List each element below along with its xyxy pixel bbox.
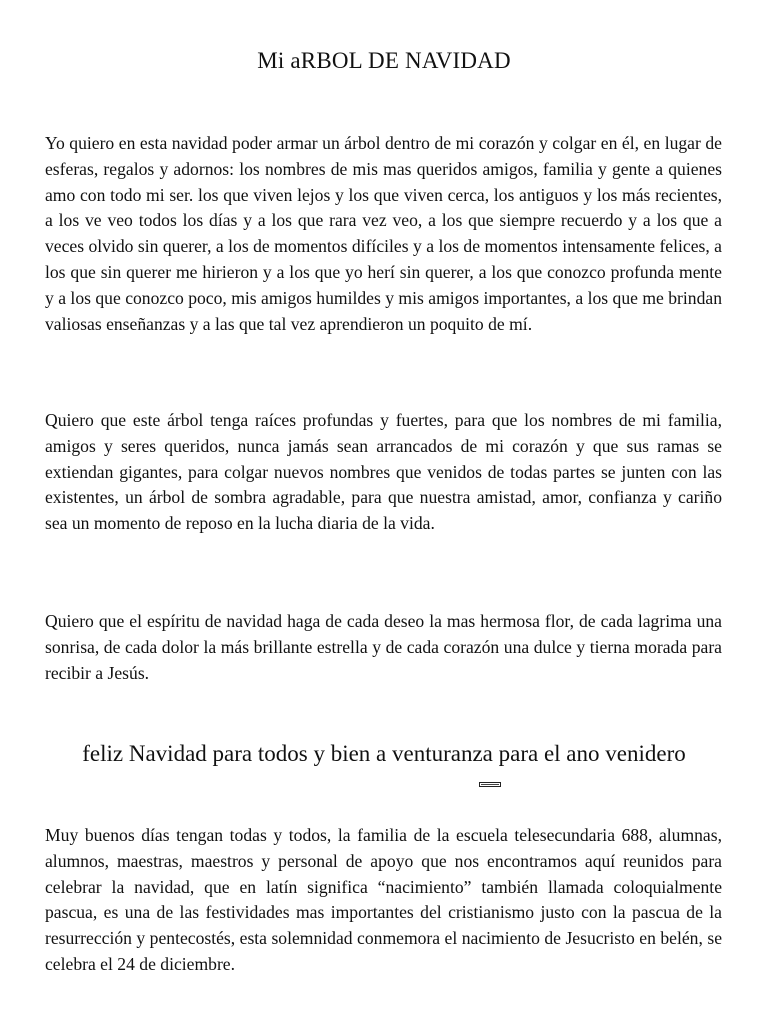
paragraph-school-speech: Muy buenos días tengan todas y todos, la familia de la escuela telesecundaria 688, alumnas, alumnos, maestras, maestros y personal de apoyo que nos encontramos aquí reunidos para celebrar la navidad, que en latín significa “nacimiento” también llamada coloquialmente pascua, es una de las festividades mas importantes del cristianismo justo con la pascua de la resurrección y pentecostés, esta solemnidad conmemora el nacimiento de Jesucristo en belén, se celebra el 24 de diciembre. (45, 825, 722, 974)
document-title: Mi aRBOL DE NAVIDAD (257, 48, 511, 73)
paragraph-tree-roots: Quiero que este árbol tenga raíces profundas y fuertes, para que los nombres de mi familia, amigos y seres queridos, nunca jamás sean arrancados de mi corazón y que sus ramas se extiendan gigantes, para colgar nuevos nombres que venidos de todas partes se junten con las existentes, un árbol de sombra agradable, para que nuestra amistad, amor, confianza y cariño sea un momento de reposo en la lucha diaria de la vida. (45, 410, 722, 534)
paragraph-christmas-spirit: Quiero que el espíritu de navidad haga de cada deseo la mas hermosa flor, de cada lagrima una sonrisa, de cada dolor la más brillante estrella y de cada corazón una dulce y tierna morada para recibir a Jesús. (45, 611, 722, 683)
closing-greeting: feliz Navidad para todos y bien a venturanza para el ano venidero (82, 741, 686, 766)
separator-mark (479, 782, 501, 787)
paragraph-tree-wish: Yo quiero en esta navidad poder armar un árbol dentro de mi corazón y colgar en él, en lugar de esferas, regalos y adornos: los nombres de mis mas queridos amigos, familia y gente a quienes amo con todo mi ser. los que viven lejos y los que viven cerca, los antiguos y los más recientes, a los ve veo todos los días y a los que rara vez veo, a los que siempre recuerdo y a los que a veces olvido sin querer, a los de momentos difíciles y a los de momentos intensamente felices, a los que sin querer me hirieron y a los que yo herí sin querer, a los que conozco profunda mente y a los que conozco poco, mis amigos humildes y mis amigos importantes, a los que me brindan valiosas enseñanzas y a las que tal vez aprendieron un poquito de mí. (45, 133, 722, 334)
